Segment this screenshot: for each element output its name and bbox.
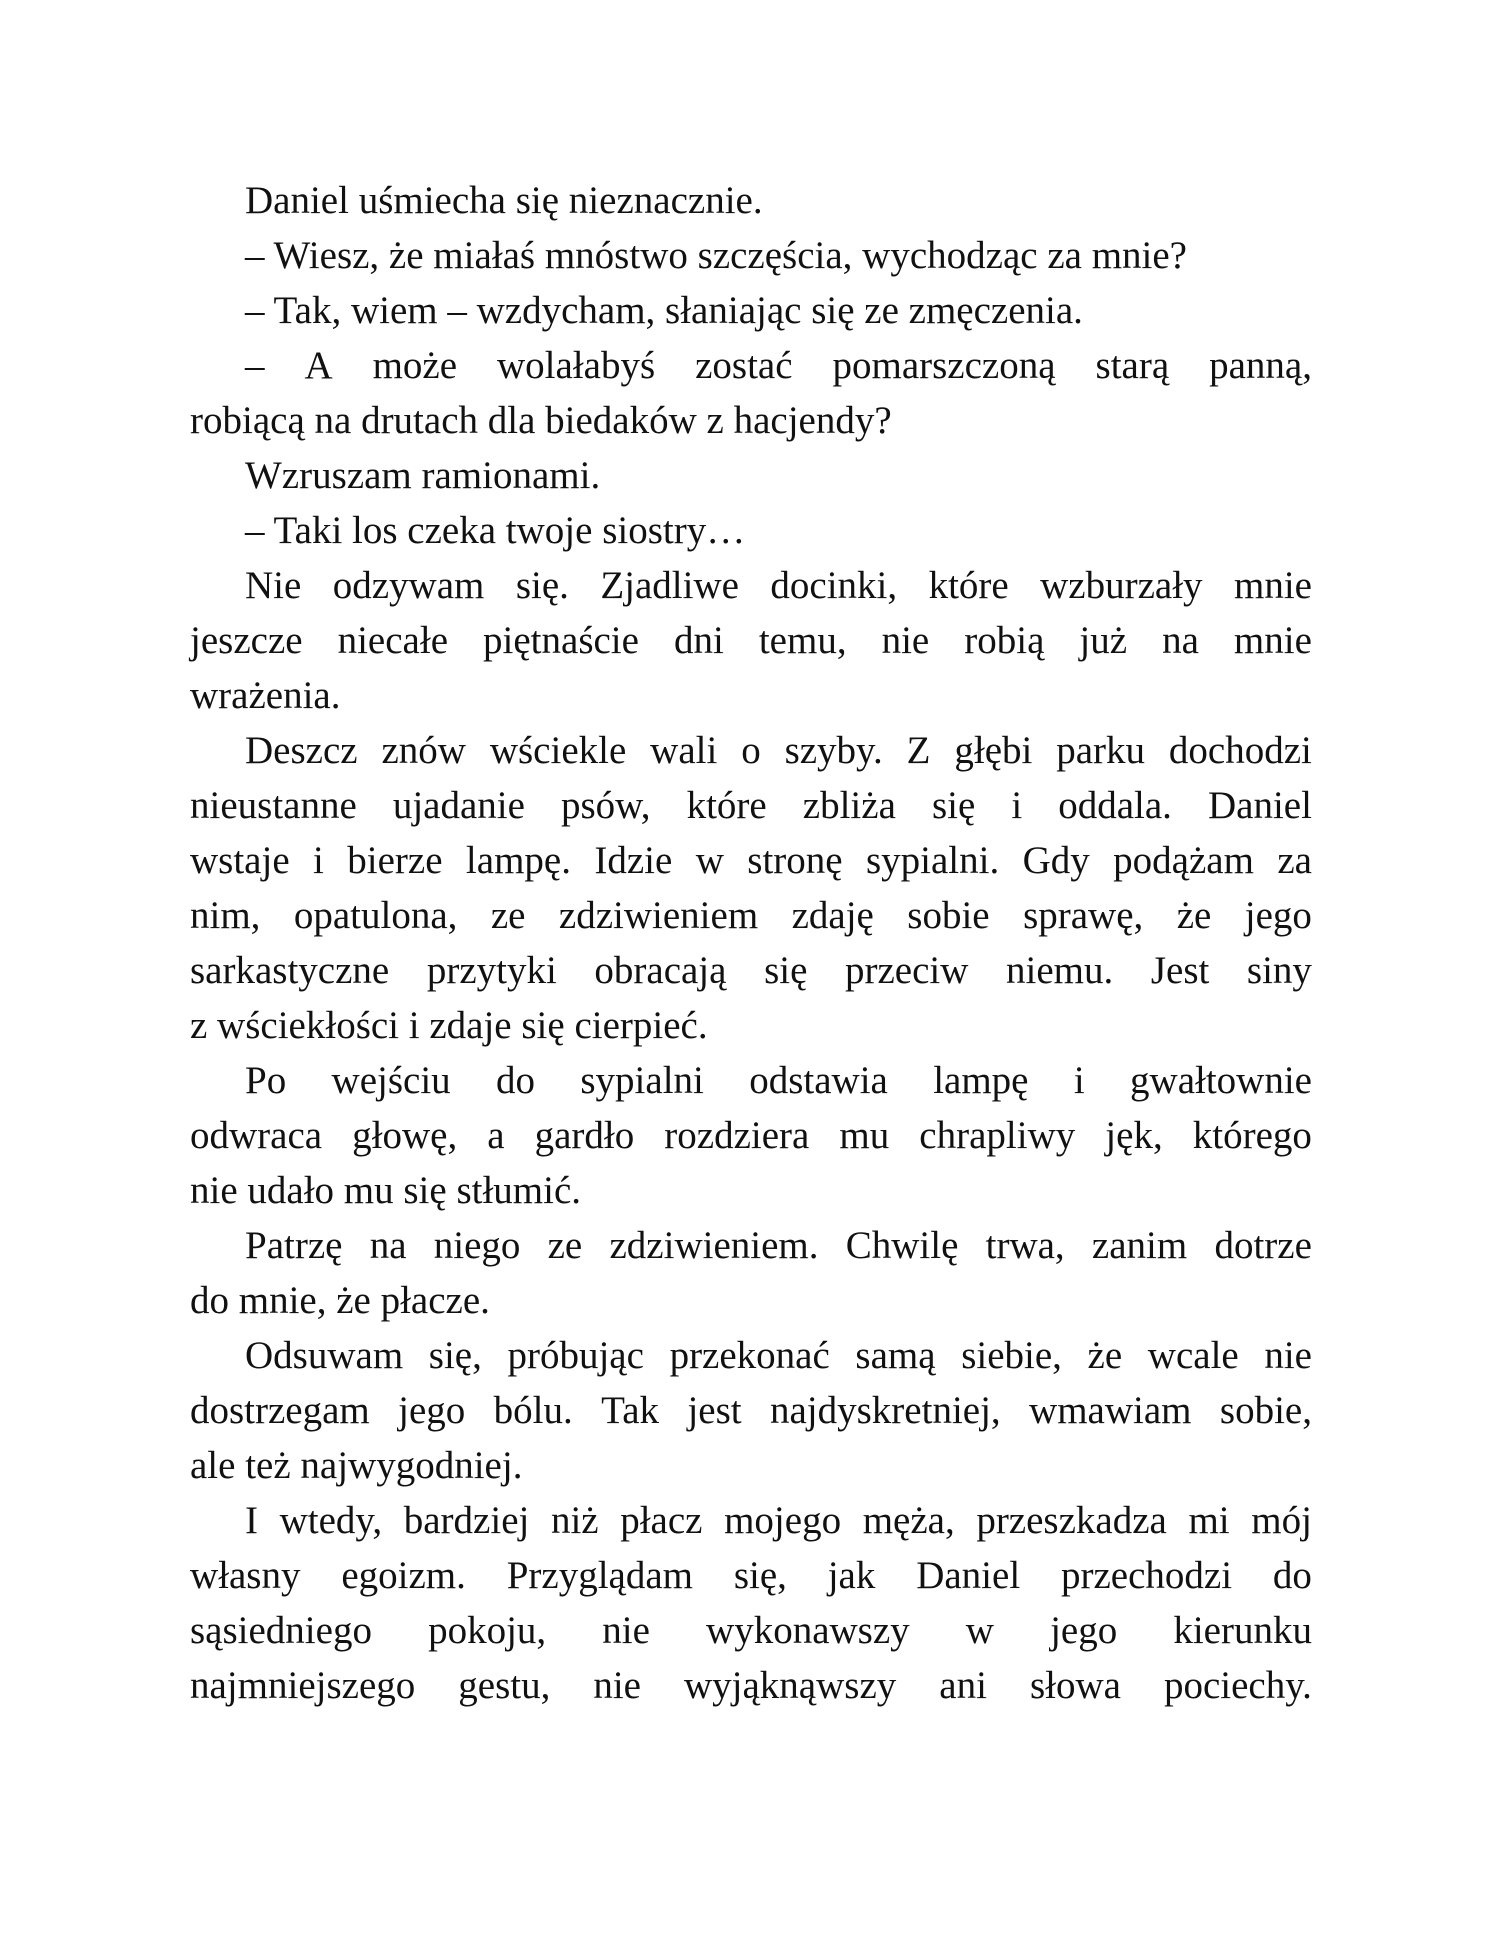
- text-line: wrażenia.: [190, 674, 341, 717]
- text-line: Odsuwam się, próbując przekonać samą siebie, że wcale nie: [245, 1334, 1312, 1377]
- text-line: – A może wolałabyś zostać pomarszczoną starą panną,: [245, 344, 1312, 387]
- text-line: dostrzegam jego bólu. Tak jest najdyskretniej, wmawiam sobie,: [190, 1389, 1312, 1432]
- text-line: sarkastyczne przytyki obracają się przeciw niemu. Jest siny: [190, 949, 1312, 992]
- text-line: sąsiedniego pokoju, nie wykonawszy w jego kierunku: [190, 1609, 1312, 1652]
- text-line: robiącą na drutach dla biedaków z hacjendy?: [190, 399, 892, 442]
- text-line: – Taki los czeka twoje siostry…: [245, 509, 746, 552]
- text-line: najmniejszego gestu, nie wyjąknąwszy ani słowa pociechy.: [190, 1664, 1312, 1707]
- text-line: z wściekłości i zdaje się cierpieć.: [190, 1004, 708, 1047]
- text-line: Nie odzywam się. Zjadliwe docinki, które wzburzały mnie: [245, 564, 1312, 607]
- text-line: Wzruszam ramionami.: [245, 454, 601, 497]
- page-text: [190, 173, 1312, 1713]
- text-line: Patrzę na niego ze zdziwieniem. Chwilę trwa, zanim dotrze: [245, 1224, 1312, 1267]
- text-line: jeszcze niecałe piętnaście dni temu, nie robią już na mnie: [190, 619, 1312, 662]
- text-line: – Tak, wiem – wzdycham, słaniając się ze zmęczenia.: [245, 289, 1083, 332]
- text-line: nim, opatulona, ze zdziwieniem zdaję sobie sprawę, że jego: [190, 894, 1312, 937]
- text-line: do mnie, że płacze.: [190, 1279, 490, 1322]
- text-line: nie udało mu się stłumić.: [190, 1169, 582, 1212]
- text-line: ale też najwygodniej.: [190, 1444, 523, 1487]
- text-line: odwraca głowę, a gardło rozdziera mu chrapliwy jęk, którego: [190, 1114, 1312, 1157]
- text-line: I wtedy, bardziej niż płacz mojego męża, przeszkadza mi mój: [245, 1499, 1312, 1542]
- text-line: wstaje i bierze lampę. Idzie w stronę sypialni. Gdy podążam za: [190, 839, 1312, 882]
- text-line: nieustanne ujadanie psów, które zbliża się i oddala. Daniel: [190, 784, 1312, 827]
- text-line: Po wejściu do sypialni odstawia lampę i gwałtownie: [245, 1059, 1312, 1102]
- text-line: Deszcz znów wściekle wali o szyby. Z głębi parku dochodzi: [245, 729, 1312, 772]
- text-line: – Wiesz, że miałaś mnóstwo szczęścia, wychodząc za mnie?: [245, 234, 1187, 277]
- text-line: Daniel uśmiecha się nieznacznie.: [245, 179, 763, 222]
- text-line: własny egoizm. Przyglądam się, jak Daniel przechodzi do: [190, 1554, 1312, 1597]
